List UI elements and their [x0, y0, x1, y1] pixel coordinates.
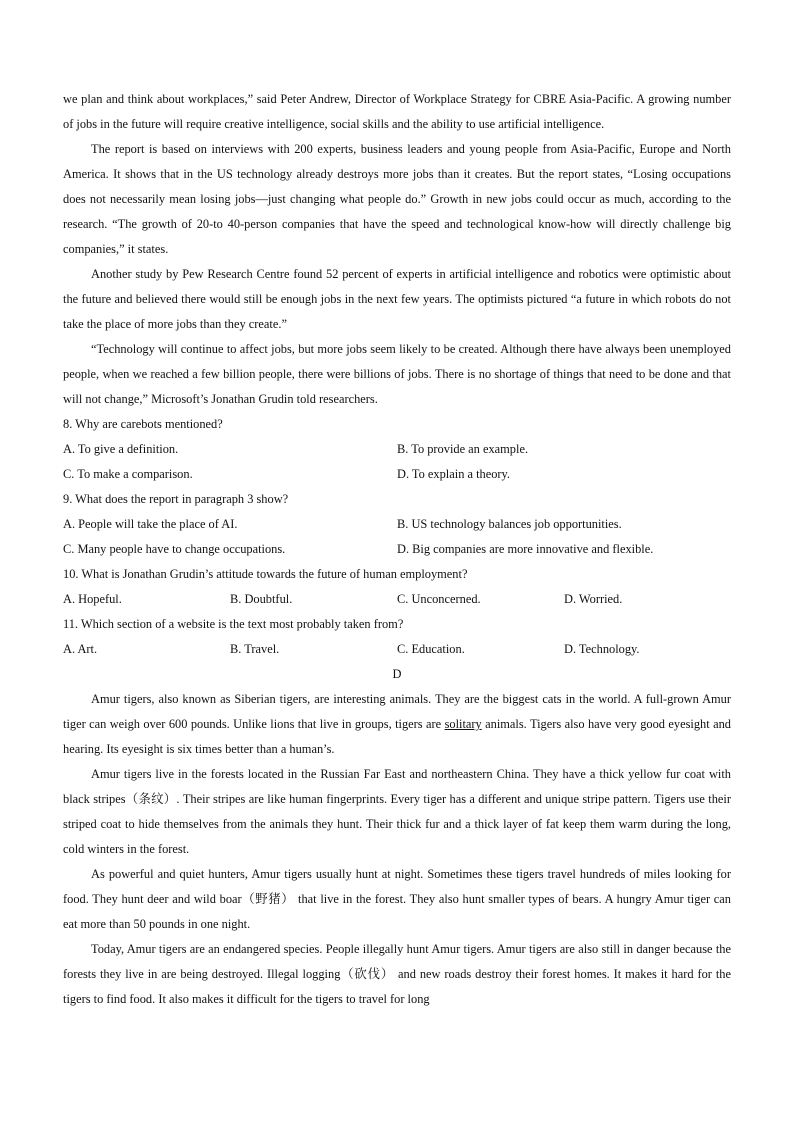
option-a: A. People will take the place of AI.	[63, 517, 238, 531]
paragraph-text: Amur tigers, also known as Siberian tigers, are interesting animals. They are the biggest cats in the world. A full-grown Amur tiger can weigh over 600 pounds. Unlike lions that live in groups, tigers are	[63, 692, 731, 731]
option-d: D. Big companies are more innovative and flexible.	[397, 542, 654, 556]
option-c: C. Many people have to change occupations.	[63, 542, 286, 556]
question-11	[63, 612, 731, 662]
passage-d-paragraph-4: Today, Amur tigers are an endangered species. People illegally hunt Amur tigers. Amur tigers are also still in danger because the forests they live in are being destroyed. Illegal logging（砍伐） and new roads destroy their forest homes. It makes it hard for the tigers to find food. It also makes it difficult for the tigers to travel for long	[63, 942, 731, 1006]
option-a: A. Hopeful.	[63, 592, 122, 606]
option-d: D. To explain a theory.	[397, 467, 511, 481]
option-a: A. To give a definition.	[63, 442, 179, 456]
option-b: B. To provide an example.	[397, 442, 529, 456]
question-stem: 8. Why are carebots mentioned?	[63, 417, 223, 431]
document-body	[63, 87, 731, 1012]
question-stem: 11. Which section of a website is the text most probably taken from?	[63, 617, 404, 631]
option-b: B. Travel.	[230, 642, 280, 656]
question-8	[63, 412, 731, 487]
question-stem: 9. What does the report in paragraph 3 show?	[63, 492, 289, 506]
passage-d-paragraph-1	[63, 687, 731, 762]
option-a: A. Art.	[63, 642, 98, 656]
option-b: B. US technology balances job opportunities.	[397, 517, 622, 531]
passage-d-paragraph-2: Amur tigers live in the forests located in the Russian Far East and northeastern China. They have a thick yellow fur coat with black stripes（条纹）. Their stripes are like human fingerprints. Every tiger has a different and unique stripe pattern. Tigers use their striped coat to hide themselves from the animals they hunt. Their thick fur and a thick layer of fat keep them warm during the long, cold winters in the forest.	[63, 767, 731, 856]
underlined-word: solitary	[444, 717, 482, 731]
option-b: B. Doubtful.	[230, 592, 293, 606]
option-d: D. Worried.	[564, 592, 623, 606]
question-stem: 10. What is Jonathan Grudin’s attitude towards the future of human employment?	[63, 567, 468, 581]
passage-d-paragraph-3: As powerful and quiet hunters, Amur tigers usually hunt at night. Sometimes these tigers travel hundreds of miles looking for food. They hunt deer and wild boar（野猪） that live in the forest. They also hunt smaller types of bears. A hungry Amur tiger can eat more than 50 pounds in one night.	[63, 867, 731, 931]
option-c: C. Education.	[397, 642, 465, 656]
passage-c-paragraph-1: we plan and think about workplaces,” said Peter Andrew, Director of Workplace Strategy for CBRE Asia-Pacific. A growing number of jobs in the future will require creative intelligence, social skills and the ability to use artificial intelligence.	[63, 92, 731, 131]
question-10	[63, 562, 731, 612]
passage-c-paragraph-4: “Technology will continue to affect jobs, but more jobs seem likely to be created. Although there have always been unemployed people, when we reached a few billion people, there were billions of jobs. There is no shortage of things that need to be done and that will not change,” Microsoft’s Jonathan Grudin told researchers.	[63, 342, 731, 406]
option-c: C. Unconcerned.	[397, 592, 481, 606]
paragraph-text: animals. Tigers also have very good eyesight and hearing. Its eyesight is six times better than a human’s.	[63, 717, 731, 756]
section-d-heading: D	[392, 667, 402, 681]
passage-c-paragraph-3: Another study by Pew Research Centre found 52 percent of experts in artificial intelligence and robotics were optimistic about the future and believed there would still be enough jobs in the next few years. The optimists pictured “a future in which robots do not take the place of more jobs than they create.”	[63, 267, 731, 331]
question-9	[63, 487, 731, 562]
option-c: C. To make a comparison.	[63, 467, 193, 481]
option-d: D. Technology.	[564, 642, 640, 656]
passage-c-paragraph-2: The report is based on interviews with 200 experts, business leaders and young people from Asia-Pacific, Europe and North America. It shows that in the US technology already destroys more jobs than it creates. But the report states, “Losing occupations does not necessarily mean losing jobs—just changing what people do.” Growth in new jobs could occur as much, according to the research. “The growth of 20-to 40-person companies that have the speed and technological know-how will directly challenge big companies,” it states.	[63, 142, 731, 256]
